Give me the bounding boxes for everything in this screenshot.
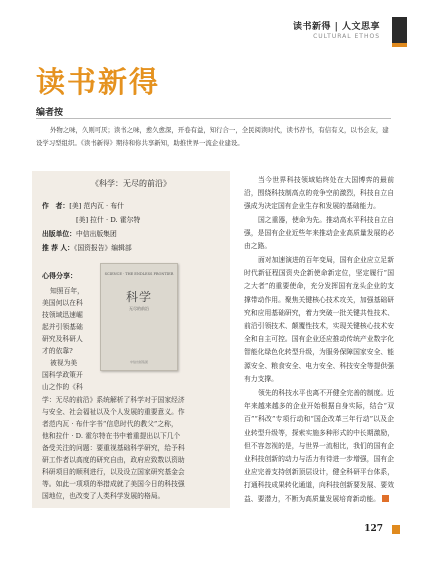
review-line: 备受关注的问题：要重视基础科学研究，给予科 xyxy=(42,444,185,452)
meta-value: [美] 范内瓦 · 布什 xyxy=(69,202,124,210)
review-line: 科研项目的顺利进行，以及设立国家研究基金会 xyxy=(42,468,185,476)
editor-note-divider xyxy=(36,118,391,119)
book-meta-recommender xyxy=(42,242,132,252)
review-line: 研工作者以高度的研究自由，政府应致数以资助 xyxy=(42,456,185,464)
cover-publisher: 中信出版集团 xyxy=(129,360,148,364)
review-line: 技领域迅速崛 xyxy=(42,311,83,319)
meta-value: 《国资报告》编辑部 xyxy=(73,244,132,252)
review-line: 起并引领基础 xyxy=(42,323,83,331)
review-line: 者范内瓦 · 布什字书“信息时代的教父”之称， xyxy=(42,420,178,428)
review-line: 国地位，也改变了人类科学发展的格局。 xyxy=(42,492,165,500)
book-meta-author xyxy=(42,200,124,210)
meta-value: [美] 拉什 · D. 霍尔特 xyxy=(76,216,141,224)
review-line: 学：无尽的前沿》系统解析了科学对于国家经济 xyxy=(42,396,185,404)
editor-note-label: 编者按 xyxy=(36,108,64,118)
book-meta-publisher xyxy=(42,228,117,238)
review-line: 研究及科研人 xyxy=(42,335,83,343)
meta-value: 中信出版集团 xyxy=(75,230,117,238)
review-line: 国科学政策开 xyxy=(42,371,83,379)
review-line: 才的依靠? xyxy=(42,347,73,355)
book-meta-coauthor xyxy=(76,214,140,224)
book-cover-image xyxy=(100,263,178,371)
review-line: 被视为美 xyxy=(50,359,78,367)
meta-label: 出版单位： xyxy=(42,230,76,238)
body-paragraph-text: 领先的科技水平也离不开健全完善的制度。近年来越来越多的企业开始根据自身实际，结合“双百”“科改”专项行动和“国企改革三年行动”以及企业转型升级等，探索实施多种形式的中长期激励，但不容忽视的是，与世界一流相比，我们的国有企业科技创新的动力与活力有待进一步增强，国有企业应完善支持创新顶层设计，健全科研平台体系，打通科技成果转化通道，向科技创新要发展、要效益、要潜力，不断为高质量发展培育新动能。 xyxy=(244,389,394,503)
end-of-article-icon xyxy=(382,495,389,502)
editor-note-text: 外物之味，久则可厌；读书之味，愈久愈深，开卷有益，知行合一，全民阅读时代，读书荐书，有信有义，以书会友，建设学习型组织。《读书新得》期待和你共享新知，助推世界一流企业建设。 xyxy=(36,126,389,147)
body-paragraph: 面对加速演进的百年变局，国有企业应立足新时代新征程国资央企新使命新定位，坚定履行“国之大者”的重要使命，充分发挥国有龙头企业的支撑带动作用。聚焦关键核心技术攻关，加强基础研究和应用基础研究，着力突破一批关键共性技术、前沿引领技术、颠覆性技术，实现关键核心技术安全和自主可控。国有企业还应推动传统产业数字化智能化绿色化转型升级，为服务保障国家安全、能源安全、粮食安全、电力安全、科技安全等提供强有力支撑。 xyxy=(244,256,394,383)
review-line: 等。如此一项项的举措成就了美国今日的科技强 xyxy=(42,480,185,488)
body-paragraph-last xyxy=(244,387,394,506)
review-line: 山之作的《科 xyxy=(42,383,83,391)
cover-english-title: SCIENCE · THE ENDLESS FRONTIER xyxy=(104,272,174,276)
review-line: 知照百年， xyxy=(50,287,84,295)
review-line: 与安全、社会福祉以及个人发展的重要意义。作 xyxy=(42,408,185,416)
meta-label: 推 荐 人： xyxy=(42,244,74,252)
running-header-title: 读书新得 | 人文思享 xyxy=(292,22,380,32)
page-number: 127 xyxy=(364,524,383,534)
review-line: 他和拉什 · D. 霍尔特在书中着重提出以下几个 xyxy=(42,432,181,440)
book-title: 《科学：无尽的前沿》 xyxy=(91,179,171,188)
review-line: 美国何以在科 xyxy=(42,299,83,307)
cover-subtitle: 无尽的前沿 xyxy=(129,306,149,311)
review-label: 心得分享： xyxy=(42,271,77,280)
body-paragraph: 国之重器，使命为先。推动高水平科技自立自强，是国有企业近些年来推动企业高质量发展的必由之路。 xyxy=(244,216,394,251)
header-marker-accent xyxy=(392,43,407,47)
meta-label: 作 者： xyxy=(42,202,70,210)
cover-main-title: 科学 xyxy=(125,290,152,304)
body-paragraph: 当今世界科技领域始终处在大国博弈的最前沿，围绕科技制高点的竞争空前激烈，科技自立自强成为决定国有企业生存和发展的基础能力。 xyxy=(244,176,394,211)
running-header-subtitle: CULTURAL ETHOS xyxy=(313,33,380,40)
section-title: 读书新得 xyxy=(36,65,161,99)
page-number-marker xyxy=(392,525,400,534)
